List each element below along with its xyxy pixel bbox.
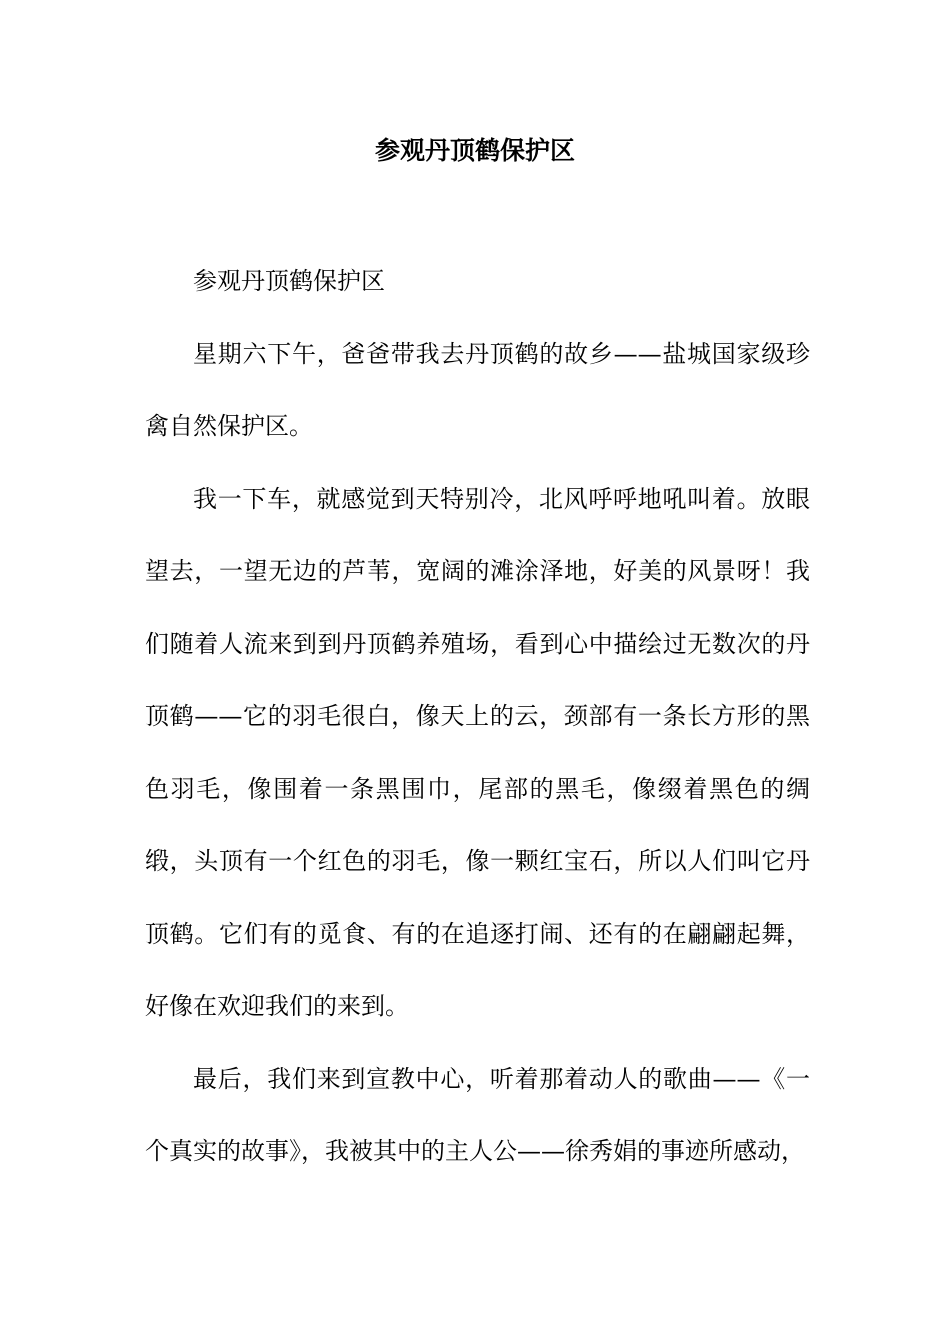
page-title: 参观丹顶鹤保护区 <box>374 136 575 165</box>
paragraph-cranes: 我一下车，就感觉到天特别冷，北风呼呼地吼叫着。放眼望去，一望无边的芦苇，宽阔的滩涂泽地，好美的风景呀！我们随着人流来到到丹顶鹤养殖场，看到心中描绘过无数次的丹顶鹤——它的羽毛很白，像天上的云，颈部有一条长方形的黑色羽毛，像围着一条黑围巾，尾部的黑毛，像缀着黑色的绸缎，头顶有一个红色的羽毛，像一颗红宝石，所以人们叫它丹顶鹤。它们有的觅食、有的在追逐打闹、还有的在翩翩起舞，好像在欢迎我们的来到。 <box>145 484 810 1020</box>
paragraph-intro: 星期六下午，爸爸带我去丹顶鹤的故乡——盐城国家级珍禽自然保护区。 <box>145 339 810 440</box>
article-body <box>145 245 810 1188</box>
paragraph-ending: 最后，我们来到宣教中心，听着那着动人的歌曲——《一个真实的故事》，我被其中的主人公——徐秀娟的事迹所感动， <box>145 1064 810 1165</box>
paragraph-subtitle: 参观丹顶鹤保护区 <box>193 267 385 295</box>
